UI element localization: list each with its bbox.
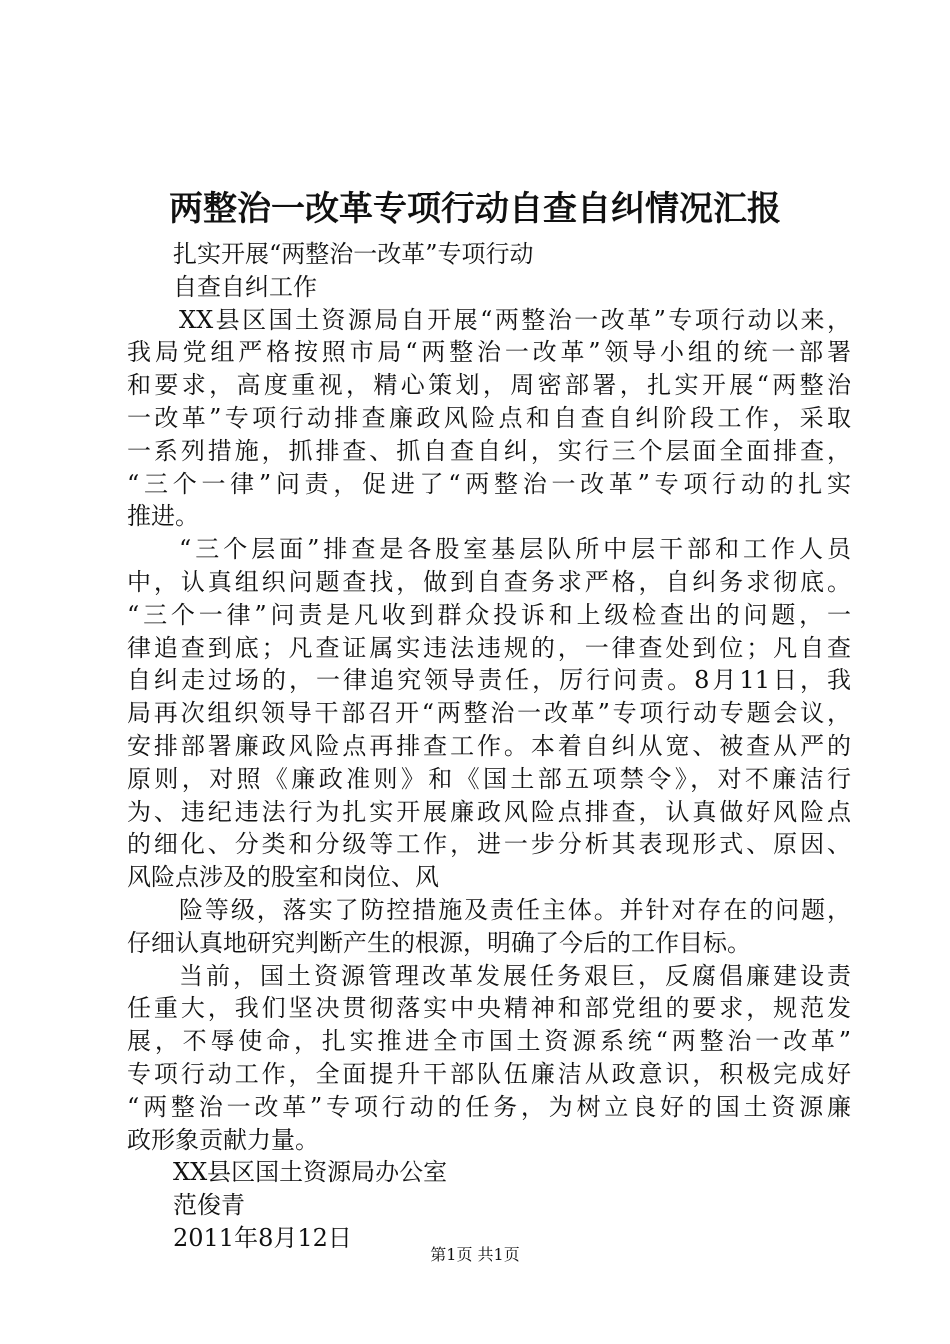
paragraph-2-line-1: “三个层面”排查是各股室基层队所中层干部和工作人员 xyxy=(179,535,851,564)
paragraph-1-line-2: 我局党组严格按照市局“两整治一改革”领导小组的统一部署 xyxy=(127,338,851,367)
paragraph-2-line-2: 中，认真组织问题查找，做到自查务求严格，自纠务求彻底。 xyxy=(127,567,851,596)
paragraph-4-line-6: 政形象贡献力量。 xyxy=(127,1125,319,1154)
signature-date: 2011年8月12日 xyxy=(173,1223,352,1252)
paragraph-2-line-8: 原则，对照《廉政准则》和《国土部五项禁令》，对不廉洁行 xyxy=(127,764,851,793)
paragraph-1-line-6: “三个一律”问责，促进了“两整治一改革”专项行动的扎实 xyxy=(127,469,851,498)
document-title: 两整治一改革专项行动自查自纠情况汇报 xyxy=(169,189,781,229)
paragraph-2-line-7: 安排部署廉政风险点再排查工作。本着自纠从宽、被查从严的 xyxy=(127,731,851,760)
paragraph-4-line-3: 展，不辱使命，扎实推进全市国土资源系统“两整治一改革” xyxy=(127,1027,851,1056)
paragraph-3-line-2: 仔细认真地研究判断产生的根源，明确了今后的工作目标。 xyxy=(127,928,751,957)
paragraph-3-line-1: 险等级，落实了防控措施及责任主体。并针对存在的问题， xyxy=(179,895,851,924)
paragraph-4-line-4: 专项行动工作，全面提升干部队伍廉洁从政意识，积极完成好 xyxy=(127,1059,851,1088)
paragraph-2-line-10: 的细化、分类和分级等工作，进一步分析其表现形式、原因、 xyxy=(127,830,851,859)
paragraph-1-line-3: 和要求，高度重视，精心策划，周密部署，扎实开展“两整治 xyxy=(127,371,851,400)
paragraph-4-line-2: 任重大，我们坚决贯彻落实中央精神和部党组的要求，规范发 xyxy=(127,994,851,1023)
subtitle-line-1: 扎实开展“两整治一改革”专项行动 xyxy=(173,240,534,268)
document-body xyxy=(127,238,851,1255)
paragraph-2-line-6: 局再次组织领导干部召开“两整治一改革”专项行动专题会议， xyxy=(127,699,851,728)
subtitle-line-2: 自查自纠工作 xyxy=(173,272,317,301)
paragraph-2-line-3: “三个一律”问责是凡收到群众投诉和上级检查出的问题，一 xyxy=(127,600,851,629)
paragraph-2-line-9: 为、违纪违法行为扎实开展廉政风险点排查，认真做好风险点 xyxy=(127,797,851,826)
paragraph-2-line-4: 律追查到底；凡查证属实违法违规的，一律查处到位；凡自查 xyxy=(127,633,851,662)
signature-author: 范俊青 xyxy=(173,1191,245,1220)
paragraph-4-line-5: “两整治一改革”专项行动的任务，为树立良好的国土资源廉 xyxy=(127,1092,851,1121)
paragraph-1-line-4: 一改革”专项行动排查廉政风险点和自查自纠阶段工作，采取 xyxy=(127,403,851,432)
paragraph-2-line-5: 自纠走过场的，一律追究领导责任，厉行问责。8月11日，我 xyxy=(127,666,851,695)
page-footer: 第1页 共1页 xyxy=(430,1245,520,1264)
paragraph-1-line-5: 一系列措施，抓排查、抓自查自纠，实行三个层面全面排查， xyxy=(127,436,851,465)
paragraph-1-line-1: XX县区国土资源局自开展“两整治一改革”专项行动以来， xyxy=(179,305,851,334)
paragraph-1-line-7: 推进。 xyxy=(127,502,199,531)
paragraph-4-line-1: 当前，国土资源管理改革发展任务艰巨，反腐倡廉建设责 xyxy=(179,961,851,990)
paragraph-2-line-11: 风险点涉及的股室和岗位、风 xyxy=(127,863,439,892)
signature-organization: XX县区国土资源局办公室 xyxy=(173,1158,448,1187)
